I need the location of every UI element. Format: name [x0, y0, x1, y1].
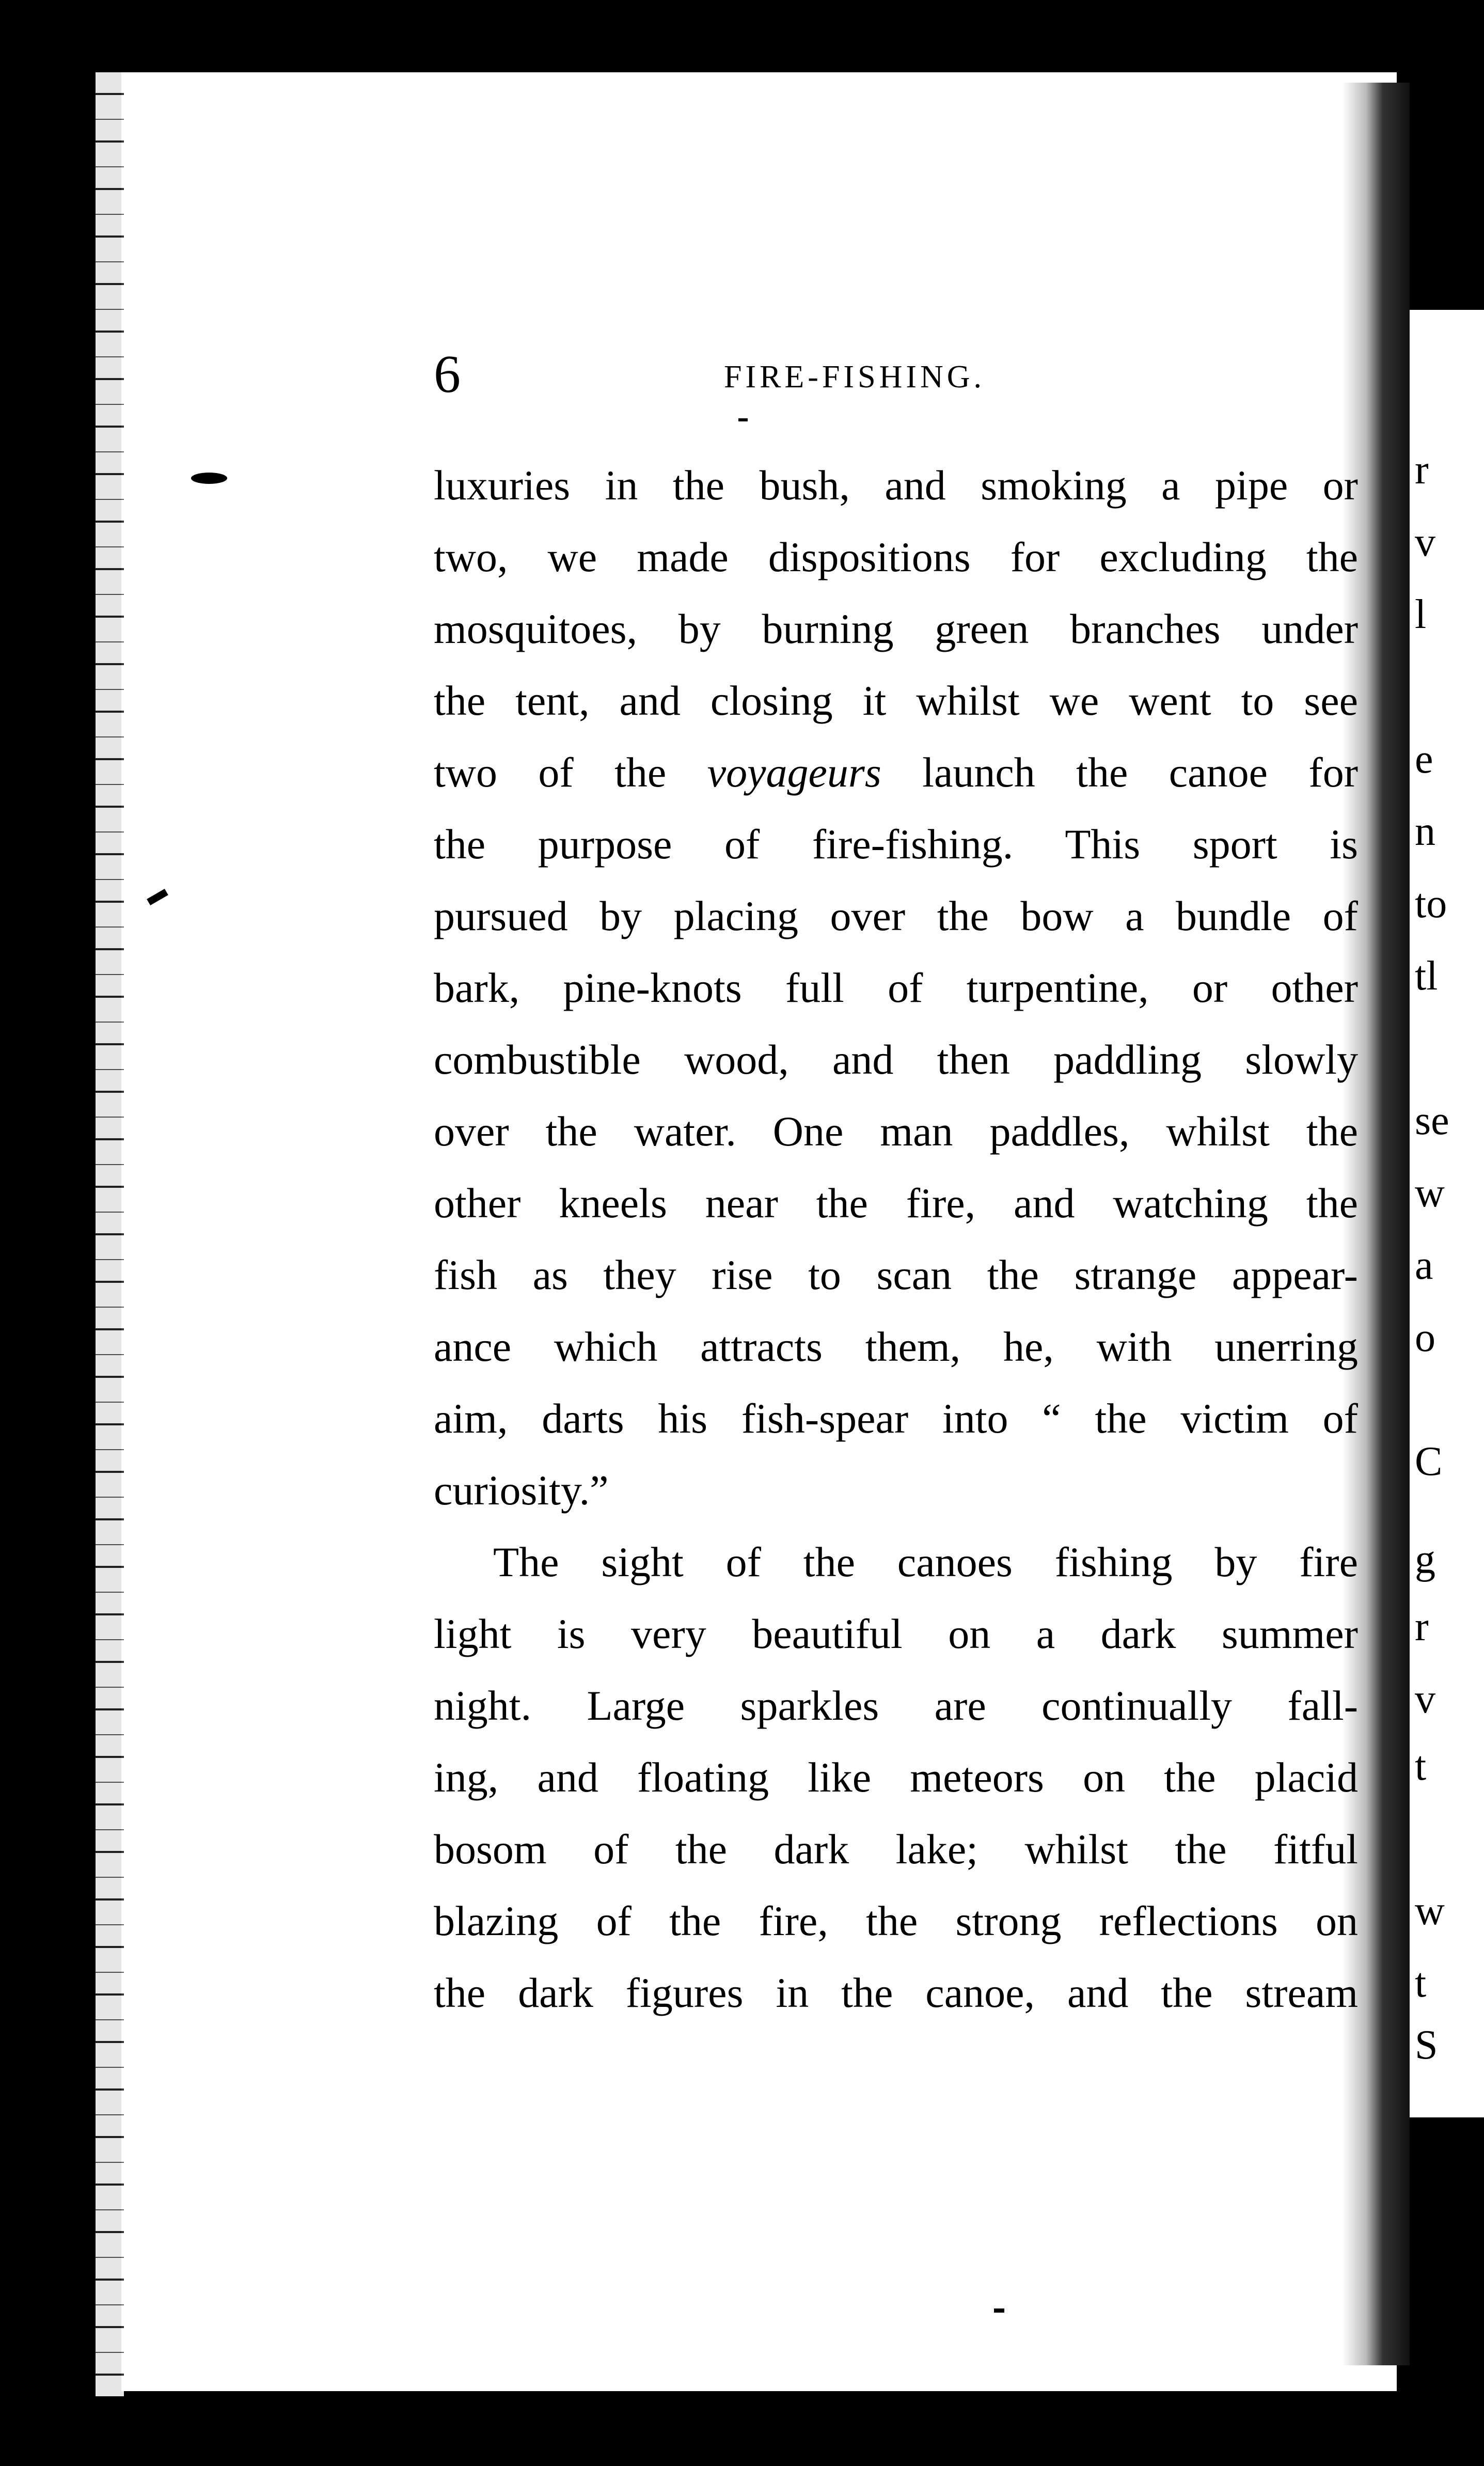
next-page-fragment: w — [1415, 1888, 1445, 1934]
text-line: aim, darts his fish-spear into “ the victim of — [434, 1395, 1358, 1442]
next-page-fragment: tl — [1415, 953, 1438, 999]
text-line: combustible wood, and then paddling slowly — [434, 1036, 1358, 1083]
next-page-fragment: C — [1415, 1439, 1443, 1484]
running-head: FIRE-FISHING. — [723, 359, 986, 395]
ink-blot — [738, 418, 748, 421]
ink-blot — [191, 473, 227, 484]
next-page-fragment: g — [1415, 1537, 1435, 1582]
next-page-fragment: e — [1415, 736, 1433, 782]
text-line: bark, pine-knots full of turpentine, or other — [434, 964, 1358, 1011]
text-line — [434, 736, 1358, 808]
text-line: mosquitoes, by burning green branches under — [434, 605, 1358, 652]
text-line: blazing of the fire, the strong reflections on — [434, 1897, 1358, 1944]
text-segment: launch the canoe for — [881, 749, 1358, 796]
next-page-fragment: r — [1415, 447, 1429, 493]
text-line: night. Large sparkles are continually fall- — [434, 1682, 1358, 1729]
next-page-fragment: v — [1415, 1676, 1435, 1722]
next-page-fragment: w — [1415, 1170, 1445, 1216]
text-line: other kneels near the fire, and watching the — [434, 1180, 1358, 1227]
text-line: fish as they rise to scan the strange appear- — [434, 1251, 1358, 1298]
text-line: two, we made dispositions for excluding the — [434, 533, 1358, 580]
next-page-fragment: r — [1415, 1604, 1429, 1650]
page-number: 6 — [434, 344, 461, 404]
text-line: over the water. One man paddles, whilst the — [434, 1108, 1358, 1155]
text-line: the tent, and closing it whilst we went to see — [434, 677, 1358, 724]
next-page-fragment: o — [1415, 1315, 1435, 1360]
next-page-fragment: to — [1415, 881, 1447, 926]
text-line: light is very beautiful on a dark summer — [434, 1610, 1358, 1657]
text-line: ance which attracts them, he, with unerring — [434, 1323, 1358, 1370]
binding-edge — [96, 72, 124, 2396]
ink-blot — [994, 2308, 1004, 2313]
next-page-fragment: a — [1415, 1243, 1433, 1288]
next-page-fragment: v — [1415, 520, 1435, 565]
next-page-fragment: n — [1415, 809, 1435, 854]
text-line: curiosity.” — [434, 1467, 609, 1514]
text-line: luxuries in the bush, and smoking a pipe or — [434, 462, 1358, 509]
italic-word: voyageurs — [707, 749, 881, 796]
next-page-fragment: l — [1415, 592, 1427, 637]
text-line: ing, and floating like meteors on the placid — [434, 1754, 1358, 1801]
text-segment: two of the — [434, 749, 707, 796]
body-text — [434, 449, 1358, 2029]
next-page-fragment: se — [1415, 1098, 1449, 1143]
text-line: the dark figures in the canoe, and the stream — [434, 1969, 1358, 2016]
page-header — [434, 331, 1368, 403]
text-line: The sight of the canoes fishing by fire — [493, 1538, 1358, 1585]
text-line: the purpose of fire-fishing. This sport is — [434, 821, 1358, 868]
next-page-fragment: t — [1415, 1960, 1427, 2006]
next-page-fragment: t — [1415, 1744, 1427, 1789]
text-line: bosom of the dark lake; whilst the fitful — [434, 1826, 1358, 1873]
text-line: pursued by placing over the bow a bundle of — [434, 892, 1358, 939]
next-page-fragment: S — [1415, 2022, 1438, 2068]
